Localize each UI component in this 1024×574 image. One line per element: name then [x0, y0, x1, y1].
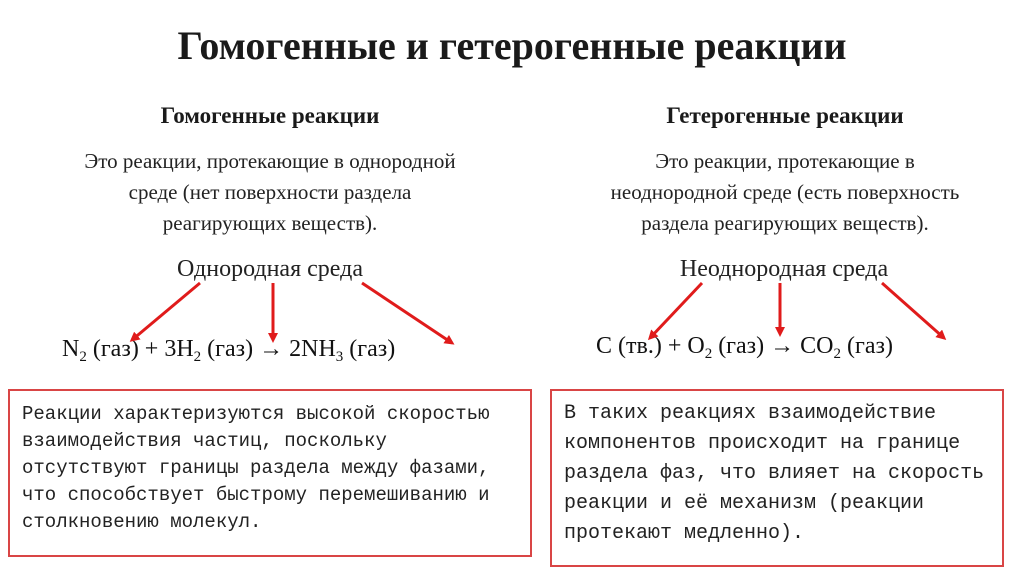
- info-line: раздела фаз, что влияет на скорость: [564, 462, 985, 485]
- heterogeneous-description-line: Это реакции, протекающие в: [655, 149, 915, 173]
- eq-part: (газ): [841, 333, 893, 359]
- homogeneous-heading: Гомогенные реакции: [160, 103, 380, 128]
- eq-subscript: 2: [833, 346, 841, 362]
- info-line: Реакции характеризуются высокой скоростью: [22, 403, 490, 425]
- eq-part: (газ) → CO: [712, 333, 834, 359]
- info-line: В таких реакциях взаимодействие: [564, 402, 937, 425]
- arrow-to-co2: [882, 283, 944, 338]
- homogeneous-description-line: реагирующих веществ).: [162, 211, 378, 235]
- info-line: что способствует быстрому перемешиванию и: [22, 484, 490, 506]
- eq-part: (газ) → 2NH: [201, 336, 336, 362]
- eq-part: (газ): [343, 336, 396, 362]
- heterogeneous-description-line: раздела реагирующих веществ).: [641, 211, 929, 235]
- heterogeneous-description-line: неоднородной среде (есть поверхность: [610, 180, 960, 204]
- arrow-to-nh3: [362, 283, 452, 343]
- eq-subscript: 2: [704, 346, 713, 362]
- info-line: протекают медленно).: [564, 522, 805, 545]
- arrow-to-n2: [132, 283, 200, 340]
- eq-subscript: 3: [335, 349, 344, 365]
- homogeneous-description-line: Это реакции, протекающие в однородной: [84, 149, 456, 173]
- page-title: Гомогенные и гетерогенные реакции: [177, 23, 847, 68]
- heterogeneous-medium-label: Неоднородная среда: [679, 256, 889, 282]
- heterogeneous-heading: Гетерогенные реакции: [666, 103, 904, 128]
- info-line: столкновению молекул.: [22, 511, 262, 533]
- eq-part: (газ) + 3H: [86, 336, 194, 362]
- info-line: отсутствуют границы раздела между фазами,: [22, 457, 490, 479]
- eq-part: C (тв.) + O: [596, 333, 705, 359]
- info-line: компонентов происходит на границе: [564, 432, 961, 455]
- eq-subscript: 2: [193, 349, 202, 365]
- arrow-to-c: [650, 283, 702, 338]
- homogeneous-medium-label: Однородная среда: [177, 256, 363, 282]
- info-line: реакции и её механизм (реакции: [564, 492, 925, 515]
- eq-part: N: [62, 336, 80, 362]
- homogeneous-description-line: среде (нет поверхности раздела: [128, 180, 412, 204]
- info-line: взаимодействия частиц, поскольку: [22, 430, 387, 452]
- eq-subscript: 2: [79, 349, 87, 365]
